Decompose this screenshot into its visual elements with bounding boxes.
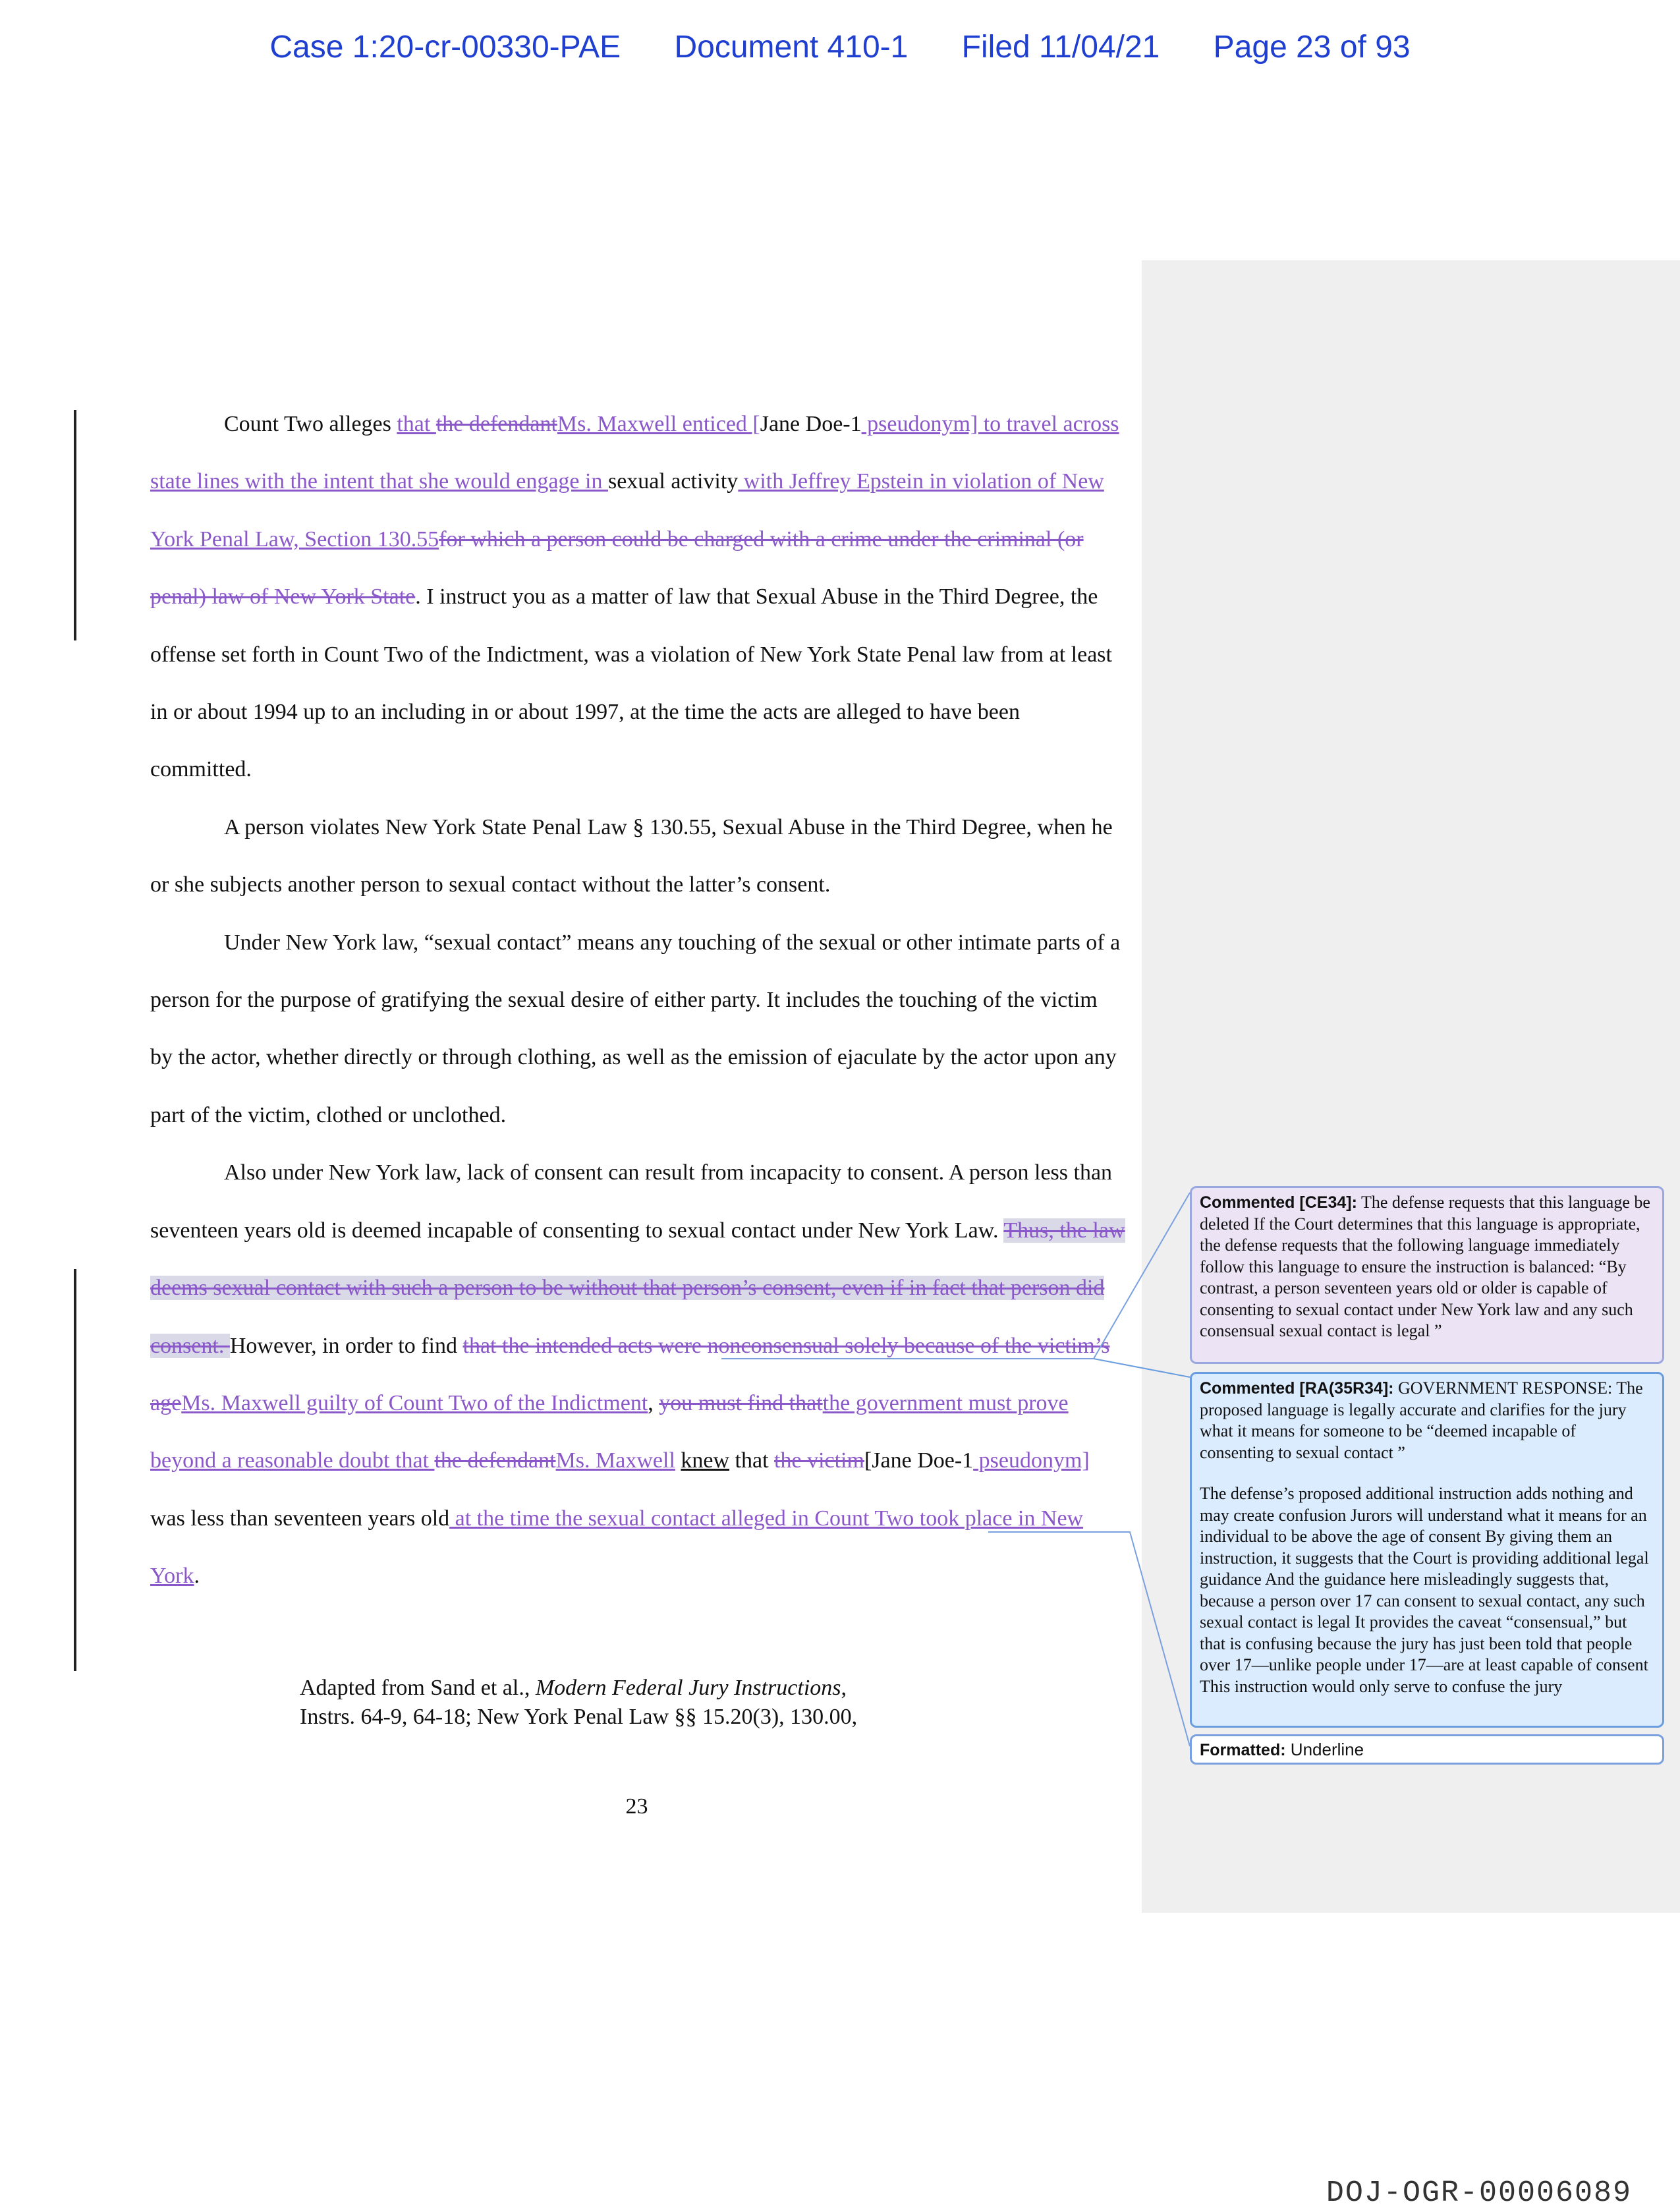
text-run: Adapted from Sand et al., — [300, 1676, 536, 1700]
inserted-text: at the time the sexual contact alleged in Count Two took place in New York — [150, 1506, 1084, 1589]
paragraph-count-two — [150, 395, 1125, 799]
comment-balloon-government[interactable] — [1190, 1372, 1664, 1728]
document-number: Document 410-1 — [674, 30, 909, 65]
text-run: [Jane Doe-1 — [864, 1448, 974, 1473]
citation — [300, 1674, 857, 1732]
text-run: . — [194, 1564, 200, 1589]
comment-text-2: The defense’s proposed additional instruction adds nothing and may create confusion Jurors will understand what it means for an individual to be above the age of consent By giving them an instruction, it suggests that the Court is providing additional legal guidance And the guidance here misleadingly suggests that, because a person over 17 can consent to sexual contact, any such sexual contact is legal It provides the caveat “consensual,” but that is confusing because the jury has just been told that people over 17—unlike people under 17—are at least capable of consent This instruction would only serve to confuse the jury — [1200, 1484, 1649, 1696]
inserted-text: Ms. Maxwell guilty of Count Two of the Indictment — [181, 1390, 648, 1415]
inserted-text: pseudonym] to travel across state lines with the intent that she would engage in — [150, 412, 1119, 494]
paragraph-consent — [150, 1144, 1125, 1604]
citation-line-2: Instrs. 64-9, 64-18; New York Penal Law §§ 15.20(3), 130.00, — [300, 1705, 858, 1729]
page-number: 23 — [625, 1794, 648, 1819]
text-run: was less than seventeen years old — [150, 1506, 450, 1531]
page-count: Page 23 of 93 — [1213, 30, 1411, 65]
citation-line-1 — [300, 1674, 857, 1703]
deleted-text: for which a person could be charged with a crime under the criminal (or penal) law of New York State — [150, 526, 1084, 610]
change-bar — [74, 410, 76, 640]
document-body — [150, 395, 1125, 1605]
bates-number: DOJ-OGR-00006089 — [1326, 2176, 1632, 2210]
filed-date: Filed 11/04/21 — [961, 30, 1160, 65]
comment-label: Commented [RA(35R34]: — [1200, 1379, 1394, 1398]
formatting-balloon[interactable] — [1190, 1734, 1664, 1765]
text-run: Also under New York law, lack of consent can result from incapacity to consent. A person less than seventeen years old is deemed incapable of consenting to sexual contact under New York Law. — [150, 1160, 1113, 1243]
inserted-text: Ms. Maxwell — [555, 1448, 675, 1473]
inserted-text: Ms. Maxwell enticed [ — [557, 412, 760, 436]
text-run: , — [648, 1390, 659, 1415]
inserted-text: the government must prove beyond a reasonable doubt that — [150, 1390, 1069, 1473]
underlined-text: knew — [681, 1448, 730, 1473]
deleted-text: you must find that — [659, 1390, 823, 1415]
inserted-text: with Jeffrey Epstein in violation of New York Penal Law, Section 130.55 — [150, 469, 1104, 552]
deleted-text: the defendant — [434, 1448, 556, 1473]
deleted-text: the victim — [774, 1448, 864, 1473]
text-run: Jane Doe-1 — [760, 412, 862, 436]
case-number: Case 1:20-cr-00330-PAE — [269, 30, 621, 65]
change-bar — [74, 1269, 76, 1671]
deleted-text: that the intended acts were nonconsensual solely because of the victim’s age — [150, 1333, 1110, 1415]
format-label: Formatted: — [1200, 1741, 1286, 1759]
comment-label: Commented [CE34]: — [1200, 1193, 1357, 1212]
text-run: Count Two alleges — [224, 412, 397, 436]
inserted-text: pseudonym] — [973, 1448, 1090, 1473]
paragraph-penal-law: A person violates New York State Penal Law § 130.55, Sexual Abuse in the Third Degree, when he or she subjects another person to sexual contact without the latter’s consent. — [150, 814, 1113, 897]
italic-title: Modern Federal Jury Instructions — [535, 1676, 841, 1700]
format-text: Underline — [1285, 1740, 1364, 1759]
comment-text: The defense requests that this language be deleted If the Court determines that this language is appropriate, the defense requests that the following language immediately follow this language to ensure the instruction is balanced: “By contrast, a person seventeen years old or older is capable of consenting to sexual contact under New York law and any such consensual sexual contact is legal ” — [1200, 1193, 1650, 1340]
text-run: that — [729, 1448, 775, 1473]
comment-paragraph-gap — [1200, 1463, 1654, 1483]
text-run: sexual activity — [607, 469, 739, 494]
paragraph-sexual-contact: Under New York law, “sexual contact” means any touching of the sexual or other intimate parts of a person for the purpose of gratifying the sexual desire of either party. It includes the touching of the victim by the actor, whether directly or through clothing, as well as the emission of ejaculate by the actor upon any part of the victim, clothed or unclothed. — [150, 930, 1121, 1127]
inserted-text: that — [397, 412, 436, 436]
deleted-text: the defendant — [435, 412, 557, 436]
deleted-highlighted-text[interactable]: Thus, the law deems sexual contact with such a person to be without that person’s consent, even if in fact that person did consent. — [150, 1218, 1125, 1358]
comment-balloon-defense[interactable] — [1190, 1186, 1664, 1364]
comment-text: GOVERNMENT RESPONSE: The proposed language is legally accurate and clarifies for the jury what it means for someone to be “deemed incapable of consenting to sexual contact ” — [1200, 1378, 1643, 1462]
text-run: However, in order to find — [229, 1333, 463, 1358]
text-run: , — [841, 1676, 847, 1700]
text-run: . I instruct you as a matter of law that Sexual Abuse in the Third Degree, the offense set forth in Count Two of the Indictment, was a violation of New York State Penal law from at least in or about 1994 up to an including in or about 1997, at the time the acts are alleged to have been committed. — [150, 584, 1112, 782]
page-header — [0, 29, 1680, 65]
